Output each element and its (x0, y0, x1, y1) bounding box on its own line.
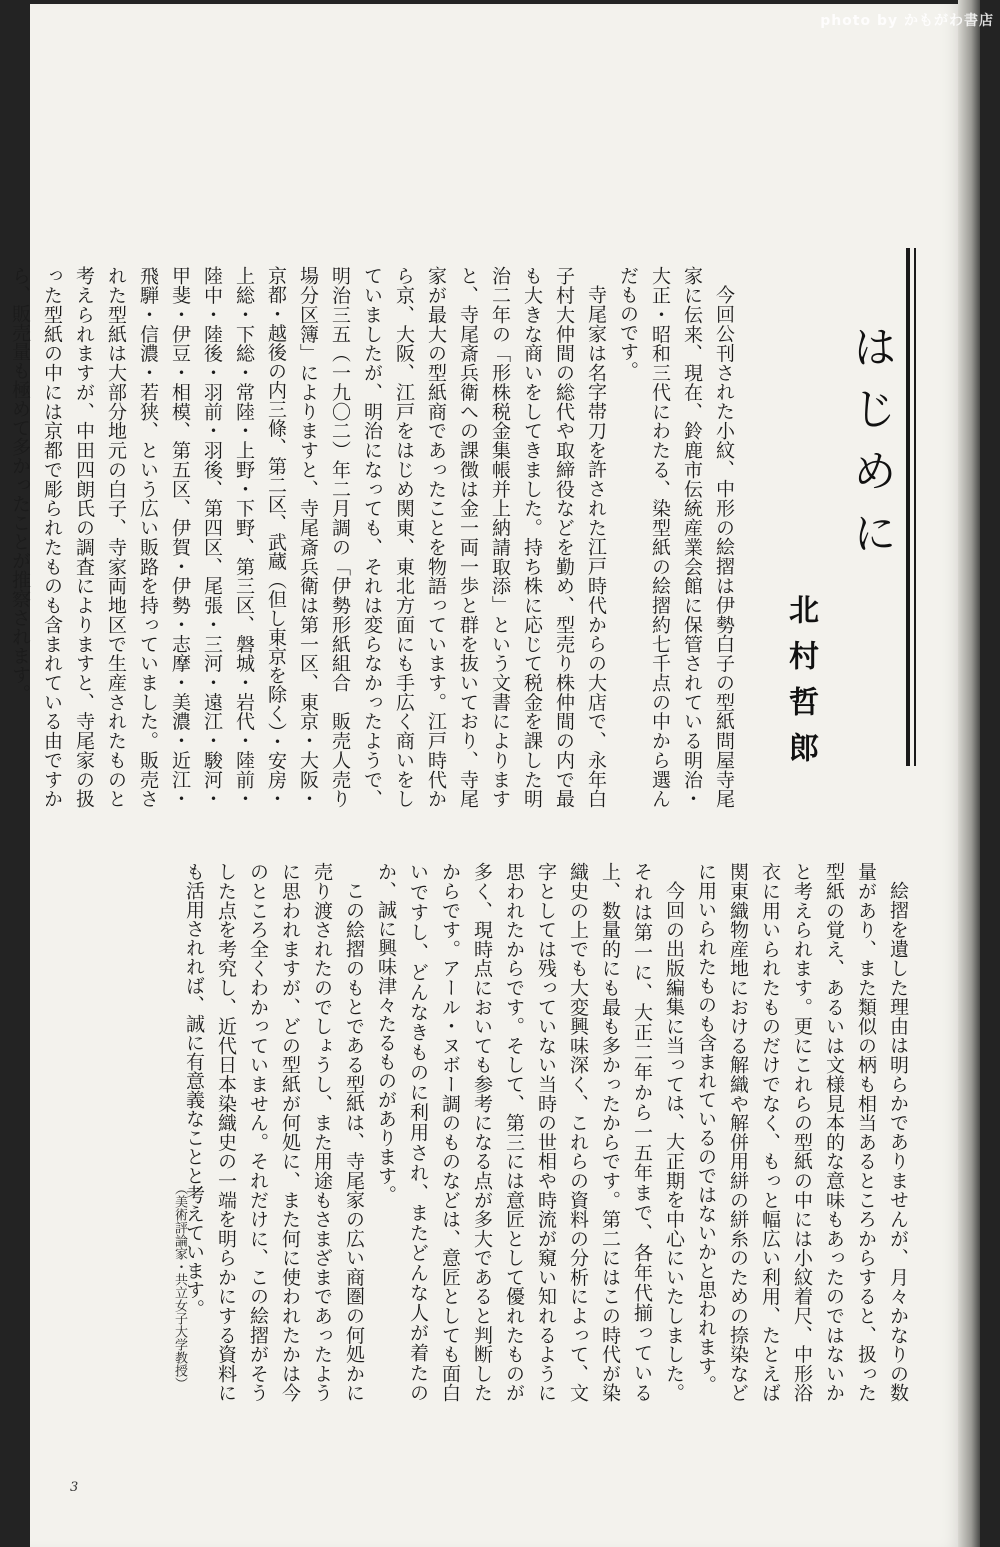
paragraph: 今回公刊された小紋、中形の絵摺は伊勢白子の型紙問屋寺尾家に伝来、現在、鈴鹿市伝統産業会館に保管されている明治・大正・昭和三代にわたる、染型紙の絵摺約七千点の中から選んだものです。 (617, 266, 735, 808)
author-affiliation: （美術評論家・共立女子大学教授） (172, 1182, 187, 1390)
body-text-top (9, 266, 740, 808)
paragraph: この絵摺のもとである型紙は、寺尾家の広い商圏の何処かに売り渡されたのでしょうし、また用途もさまざまであったように思われますが、どの型紙が何処に、また何に使われたかは今のところ全くわかっていません。それだけに、この絵摺がそうした点を考究し、近代日本染織史の一端を明らかにする資料にも活用されれば、誠に有意義なことと考えています。 (183, 862, 365, 1402)
page-number: 3 (70, 1480, 79, 1495)
title-rule-thin (914, 248, 916, 766)
page-edge-shadow (958, 0, 980, 1547)
paragraph: 寺尾家は名字帯刀を許された江戸時代からの大店で、永年白子村大仲間の総代や取締役などを勤め、型売り株仲間の内で最も大きな商いをしてきました。持ち株に応じて税金を課した明治二年の「形株税金集帳并上納請取添」という文書によりますと、寺尾斎兵衛への課徴は金一両一歩と群を抜いており、寺尾家が最大の型紙商であったことを物語っています。江戸時代から京、大阪、江戸をはじめ関東、東北方面にも手広く商いをしていましたが、明治になっても、それは変らなかったようで、明治三五（一九〇二）年二月調の「伊勢形紙組合 販売人売り場分区簿」によりますと、寺尾斎兵衛は第一区、東京・大阪・京都・越後の内三條、第二区、武蔵（但し東京を除く）・安房・上総・下総・常陸・上野・下野、第三区、磐城・岩代・陸前・陸中・陸後・羽前・羽後、第四区、尾張・三河・遠江・駿河・甲斐・伊豆・相模、第五区、伊賀・伊勢・志摩・美濃・近江・飛騨・信濃・若狭、という広い販路を持っていました。販売された型紙は大部分地元の白子、寺家両地区で生産されたものと考えられますが、中田四朗氏の調査によりますと、寺尾家の扱った型紙の中には京都で彫られたものも含まれている由ですから、販売量も極めて多かったことが推察されます。 (9, 266, 607, 808)
paragraph: 絵摺を遺した理由は明らかでありませんが、月々かなりの数量があり、また類似の柄も相当あるところからすると、扱った型紙の覚え、あるいは文様見本的な意味もあったのではないかと考えられます。更にこれらの型紙の中には小紋着尺、中形浴衣に用いられたものだけでなく、もっと幅広い利用、たとえば関東織物産地における解織や解併用絣の絣糸のための捺染などに用いられたものも含まれているのではないかと思われます。 (695, 862, 909, 1402)
photo-watermark: photo by かもがわ書店 (820, 13, 994, 29)
body-text-bottom (170, 862, 914, 1402)
title-rule-thick (906, 248, 910, 766)
book-page (9, 4, 962, 1547)
author-name: 北村哲郎 (783, 594, 818, 778)
article-title: はじめに (845, 324, 896, 572)
paragraph: 今回の出版編集に当っては、大正期を中心にいたしました。それは第一に、大正二年から一五年まで、各年代揃っている上、数量的にも最も多かったからです。第二にはこの時代が染織史の上でも大変興味深く、これらの資料の分析によって、文字としては残っていない当時の世相や時流が窺い知れるように思われたからです。そして、第三には意匠として優れたものが多く、現時点においても参考になる点が多大であると判断したからです。アール・ヌボー調のものなどは、意匠としても面白いですし、どんなきものに利用され、またどんな人が着たのか、誠に興味津々たるものがあります。 (375, 862, 685, 1402)
